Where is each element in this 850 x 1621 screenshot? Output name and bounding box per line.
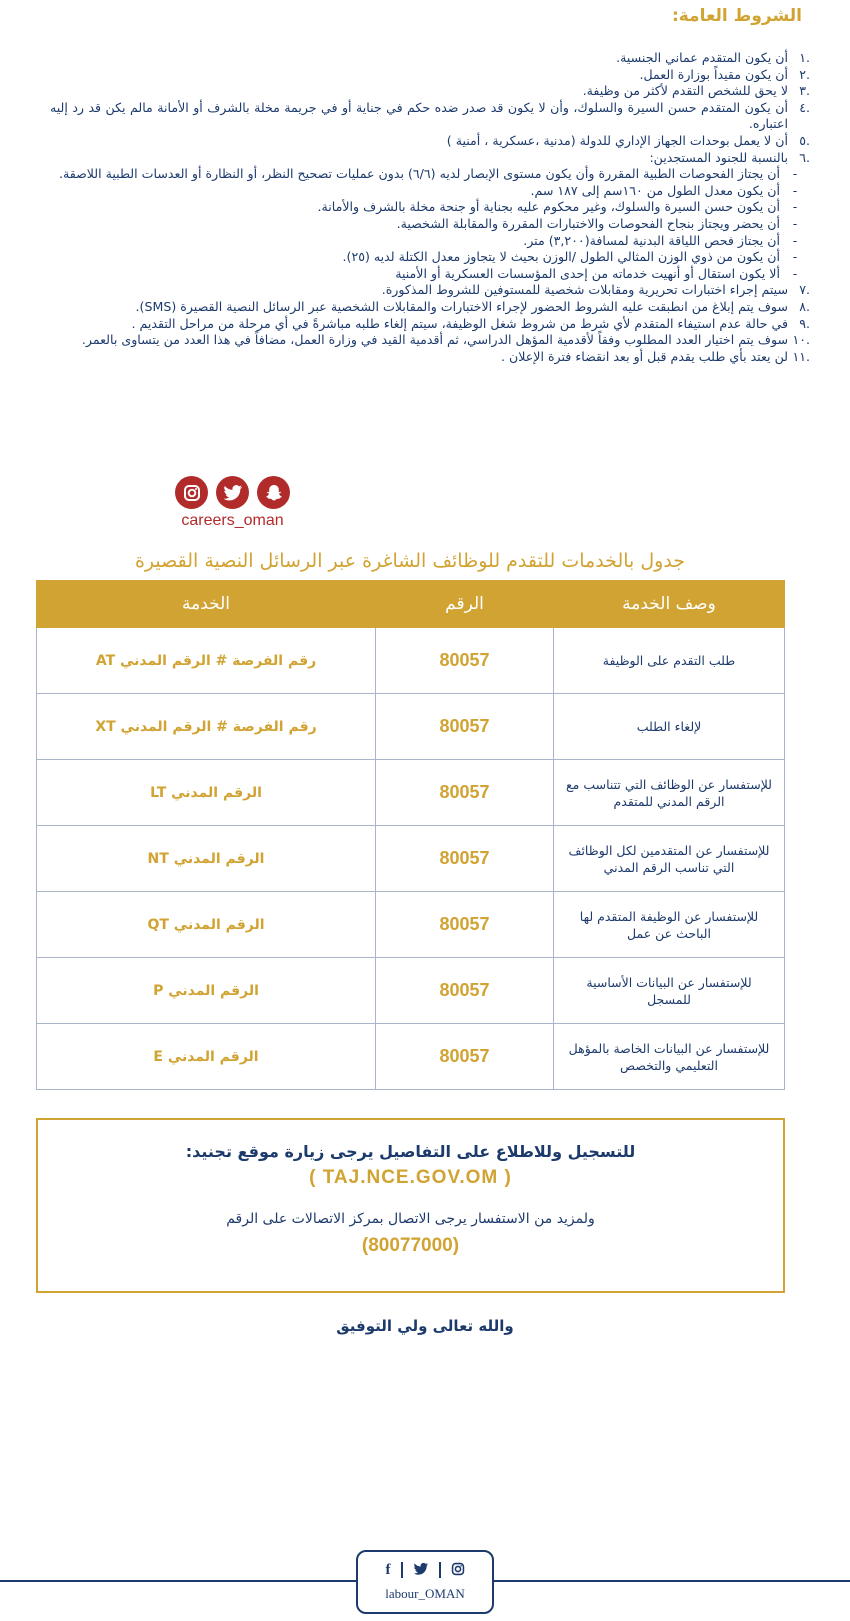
sub-item-text: ألا يكون استقال أو أنهيت خدماته من إحدى المؤسسات العسكرية أو الأمنية xyxy=(395,265,780,281)
row-desc: للإستفسار عن الوظائف التي تتناسب مع الرقم المدني للمتقدم xyxy=(554,760,785,826)
item-text: سيتم إجراء اختبارات تحريرية ومقابلات شخصية للمستوفين للشروط المذكورة. xyxy=(381,282,788,298)
item-number: .١١ xyxy=(792,348,810,364)
item-text: أن يكون مقيداً بوزارة العمل. xyxy=(639,66,788,82)
footer-divider-right xyxy=(494,1580,850,1582)
list-item xyxy=(50,332,810,349)
header-desc: وصف الخدمة xyxy=(554,581,785,628)
sub-item xyxy=(50,166,810,183)
list-item xyxy=(50,299,810,316)
item-number: .٢ xyxy=(799,66,810,82)
dash-bullet: - xyxy=(792,265,798,281)
table-row xyxy=(37,694,785,760)
table-row xyxy=(37,1024,785,1090)
terms-list xyxy=(50,50,810,365)
footer-social xyxy=(356,1550,494,1614)
facebook-icon[interactable]: f xyxy=(385,1562,391,1578)
row-code: الرقم المدني QT xyxy=(37,892,376,958)
dash-bullet: - xyxy=(792,199,798,215)
dash-bullet: - xyxy=(792,215,798,231)
list-item xyxy=(50,50,810,67)
item-text: سوف يتم اختيار العدد المطلوب وفقاً لأقدمية المؤهل الدراسي، ثم أقدمية القيد في وزارة العمل، مضافاً في هذا العدد من يتساوى بالعمر. xyxy=(81,332,788,348)
item-text: في حالة عدم استيفاء المتقدم لأي شرط من شروط شغل الوظيفة، سيتم إلغاء طلبه مباشرةً في أي مرحلة من مراحل التقديم . xyxy=(131,315,788,331)
item-text: أن لا يعمل بوحدات الجهاز الإداري للدولة (مدنية ،عسكرية ، أمنية ) xyxy=(446,132,788,148)
table-row xyxy=(37,892,785,958)
header-service: الخدمة xyxy=(37,581,376,628)
sub-item xyxy=(50,233,810,250)
table-title: جدول بالخدمات للتقدم للوظائف الشاغرة عبر الرسائل النصية القصيرة xyxy=(134,550,686,572)
row-number: 80057 xyxy=(376,826,554,892)
row-code: الرقم المدني E xyxy=(37,1024,376,1090)
item-text: أن يكون المتقدم عماني الجنسية. xyxy=(616,50,788,65)
row-desc: للإستفسار عن البيانات الأساسية للمسجل xyxy=(554,958,785,1024)
row-desc: للإستفسار عن البيانات الخاصة بالمؤهل التعليمي والتخصص xyxy=(554,1024,785,1090)
dash-bullet: - xyxy=(792,232,798,248)
footer-divider-left xyxy=(0,1580,356,1582)
row-desc: لإلغاء الطلب xyxy=(554,694,785,760)
table-row xyxy=(37,760,785,826)
social-links xyxy=(165,476,300,530)
list-item xyxy=(50,83,810,100)
sub-item xyxy=(50,249,810,266)
sub-item-text: أن يكون من ذوي الوزن المثالي الطول /الوزن بحيث لا يتجاوز معدل الكتلة لديه (٢٥). xyxy=(342,249,780,265)
row-desc: للإستفسار عن المتقدمين لكل الوظائف التي تناسب الرقم المدني xyxy=(554,826,785,892)
row-number: 80057 xyxy=(376,760,554,826)
row-code: رقم الفرصة # الرقم المدني AT xyxy=(37,628,376,694)
table-row xyxy=(37,958,785,1024)
twitter-icon[interactable] xyxy=(216,476,249,509)
row-number: 80057 xyxy=(376,892,554,958)
social-handle[interactable]: careers_oman xyxy=(181,512,284,529)
divider xyxy=(439,1562,441,1578)
list-item xyxy=(50,67,810,84)
instagram-icon[interactable] xyxy=(451,1562,465,1580)
inquiry-note: ولمزيد من الاستفسار يرجى الاتصال بمركز الاتصالات على الرقم xyxy=(226,1211,595,1227)
registration-note: للتسجيل وللاطلاع على التفاصيل يرجى زيارة موقع تجنيد: xyxy=(185,1142,636,1161)
sub-item-text: أن يكون معدل الطول من ١٦٠سم إلى ١٨٧ سم. xyxy=(530,182,780,198)
list-item xyxy=(50,349,810,366)
snapchat-icon[interactable] xyxy=(257,476,290,509)
row-code: رقم الفرصة # الرقم المدني XT xyxy=(37,694,376,760)
sub-item-text: أن يجتاز فحص اللياقة البدنية لمسافة(٣,٢٠٠) متر. xyxy=(523,232,780,248)
item-number: .٨ xyxy=(799,298,810,314)
item-text: بالنسبة للجنود المستجدين: xyxy=(649,149,788,165)
row-desc: طلب التقدم على الوظيفة xyxy=(554,628,785,694)
table-row xyxy=(37,628,785,694)
row-code: الرقم المدني P xyxy=(37,958,376,1024)
list-item xyxy=(50,100,810,133)
row-number: 80057 xyxy=(376,1024,554,1090)
sub-item-text: أن يكون حسن السيرة والسلوك، وغير محكوم عليه بجناية أو جنحة مخلة بالشرف والأمانة. xyxy=(317,199,780,215)
closing-text: والله تعالى ولي التوفيق xyxy=(336,1317,514,1335)
item-text: لا يحق للشخص التقدم لأكثر من وظيفة. xyxy=(582,83,788,99)
row-code: الرقم المدني NT xyxy=(37,826,376,892)
item-number: .٦ xyxy=(799,149,810,165)
dash-bullet: - xyxy=(792,249,798,265)
sub-item-text: أن يحضر ويجتاز بنجاح الفحوصات والاختبارات المقررة والمقابلة الشخصية. xyxy=(396,215,780,231)
item-number: .٩ xyxy=(799,315,810,331)
divider xyxy=(401,1562,403,1578)
sub-item xyxy=(50,183,810,200)
row-desc: للإستفسار عن الوظيفة المتقدم لها الباحث عن عمل xyxy=(554,892,785,958)
item-text: سوف يتم إبلاغ من انطبقت عليه الشروط الحضور لإجراء الاختبارات والمقابلات الشخصية عبر الرسائل النصية القصيرة (SMS). xyxy=(135,298,788,314)
sub-item xyxy=(50,199,810,216)
footer-handle[interactable]: labour_OMAN xyxy=(385,1586,465,1601)
item-number: .٣ xyxy=(799,83,810,99)
twitter-icon[interactable] xyxy=(413,1562,429,1580)
dash-bullet: - xyxy=(792,182,798,198)
item-text: لن يعتد بأي طلب يقدم قبل أو بعد انقضاء فترة الإعلان . xyxy=(500,348,788,364)
item-number: .٥ xyxy=(799,132,810,148)
item-text: أن يكون المتقدم حسن السيرة والسلوك، وأن لا يكون قد صدر ضده حكم في جناية أو في جريمة مخلة بالشرف أو الأمانة مالم يكن قد رد إليه اعتباره. xyxy=(50,99,788,132)
list-item xyxy=(50,133,810,150)
item-number: .١ xyxy=(799,50,810,65)
header-number: الرقم xyxy=(376,581,554,628)
item-number: .١٠ xyxy=(792,332,810,348)
table-row xyxy=(37,826,785,892)
item-number: .٤ xyxy=(799,99,810,115)
item-number: .٧ xyxy=(799,282,810,298)
row-number: 80057 xyxy=(376,958,554,1024)
list-item xyxy=(50,316,810,333)
row-number: 80057 xyxy=(376,628,554,694)
dash-bullet: - xyxy=(792,166,798,182)
phone-number[interactable]: (80077000) xyxy=(361,1235,460,1256)
terms-title: الشروط العامة: xyxy=(671,6,802,26)
sub-item-text: أن يجتاز الفحوصات الطبية المقررة وأن يكون مستوى الإبصار لديه (٦/٦) بدون عمليات تصحيح النظر، أو النظارة أو العدسات الطبية اللاصقة. xyxy=(58,166,780,182)
contact-box xyxy=(36,1118,785,1293)
list-item xyxy=(50,282,810,299)
sub-item xyxy=(50,266,810,283)
sub-item xyxy=(50,216,810,233)
instagram-icon[interactable] xyxy=(175,476,208,509)
services-table xyxy=(36,580,785,1090)
row-number: 80057 xyxy=(376,694,554,760)
website-link[interactable]: ( TAJ.NCE.GOV.OM ) xyxy=(309,1167,512,1188)
list-item xyxy=(50,150,810,167)
row-code: الرقم المدني LT xyxy=(37,760,376,826)
